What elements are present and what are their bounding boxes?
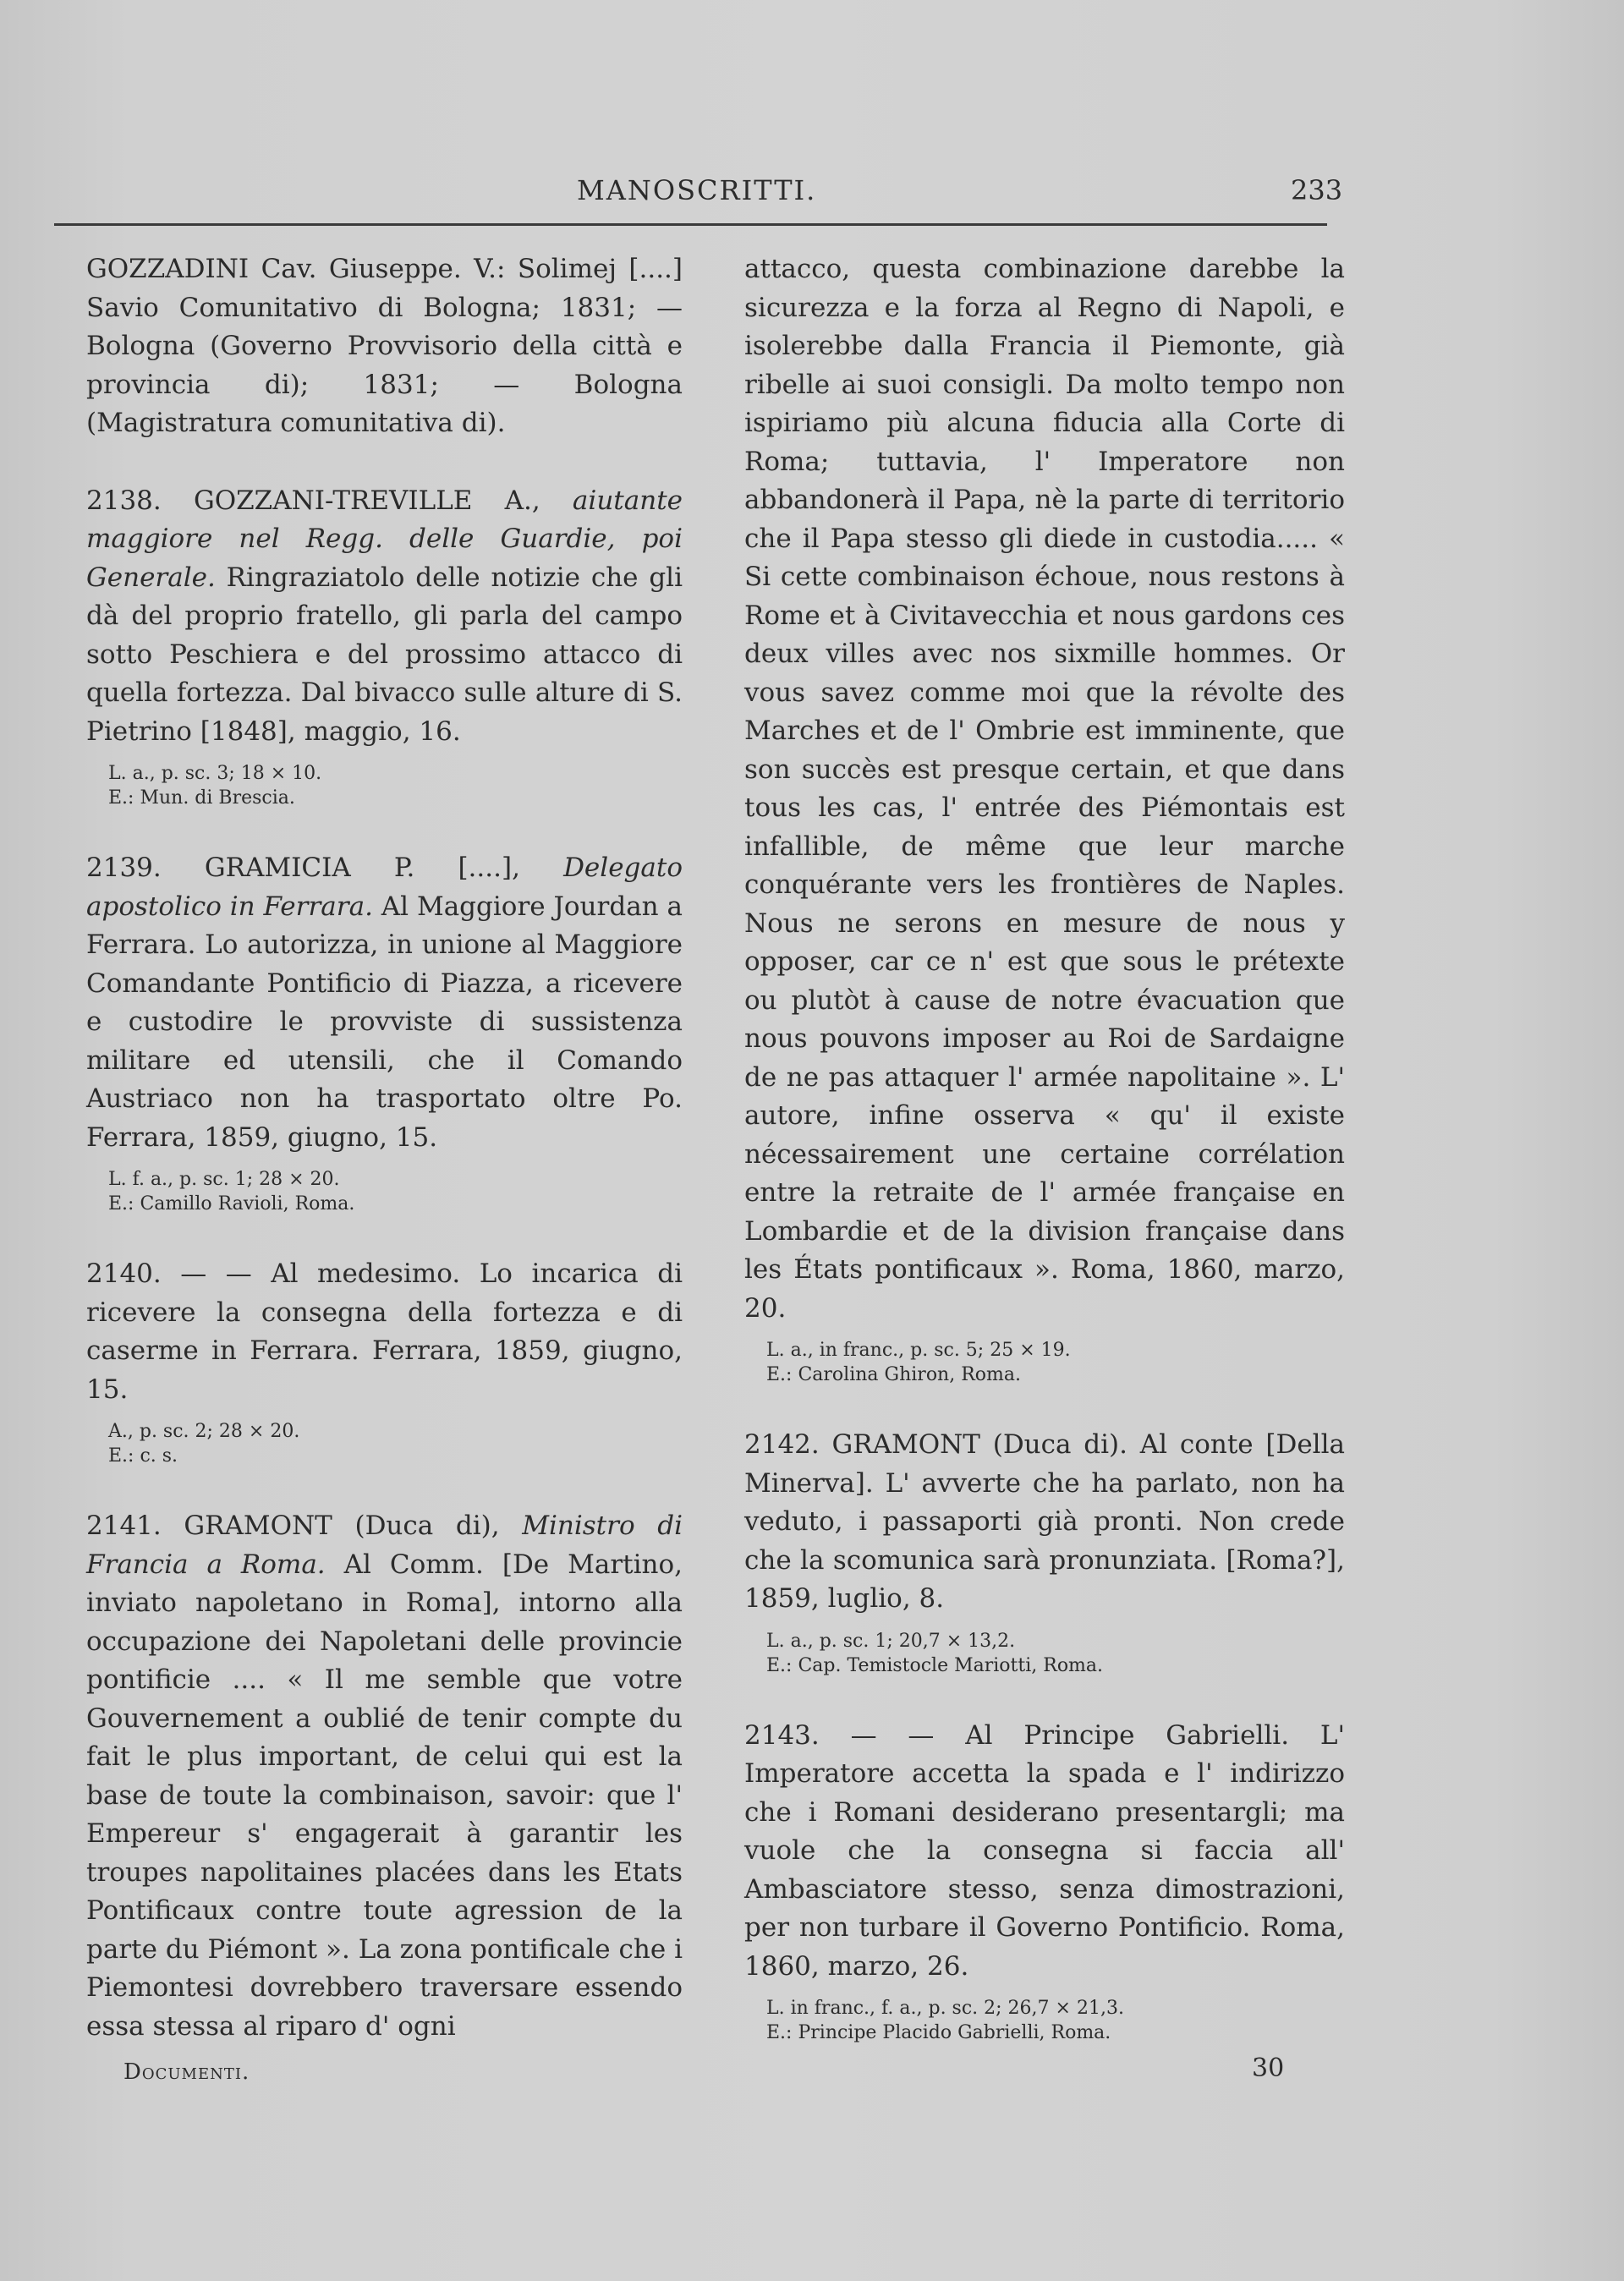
entry-owner: E.: Principe Placido Gabrielli, Roma.	[766, 2022, 1111, 2043]
page-header	[0, 166, 1624, 217]
entry-description: L. in franc., f. a., p. sc. 2; 26,7 × 21,3.	[766, 1998, 1124, 2019]
entry-metadata	[744, 1629, 1345, 1678]
left-column	[86, 250, 683, 2085]
entry-metadata	[86, 1419, 683, 1468]
entry-2141	[86, 1507, 683, 2046]
entry-text: Al conte [Della Minerva]. L' avverte che ha parlato, non ha veduto, i passaporti già pronti. Non crede che la scomunica sarà pronunziata. [Roma?], 1859, luglio, 8.	[744, 1429, 1345, 1614]
page-number: 233	[1291, 174, 1343, 206]
entry-owner: E.: c. s.	[108, 1445, 178, 1467]
entry-heading: 2143. — — Al Principe Gabrielli.	[744, 1719, 1290, 1751]
entry-metadata	[86, 1167, 683, 1216]
entry-description: A., p. sc. 2; 28 × 20.	[108, 1421, 300, 1442]
entry-text: Ringraziatolo delle notizie che gli dà del proprio fratello, gli parla del campo sotto Peschiera e del prossimo attacco di quella fortezza. Dal bivacco sulle alture di S. Pietrino [1848], maggio, 16.	[86, 562, 683, 747]
entry-2137-continuation	[86, 250, 683, 443]
entry-metadata	[744, 1996, 1345, 2045]
entry-heading: 2140. — — Al medesimo.	[86, 1258, 461, 1289]
entry-2139	[86, 849, 683, 1216]
right-column	[744, 250, 1345, 2084]
entry-2138	[86, 482, 683, 811]
entry-heading-title: Delegato apostolico in Ferrara.	[86, 853, 683, 922]
entry-heading: 2139. GRAMICIA P. [....],	[86, 853, 564, 883]
sheet-number: 30	[1252, 2053, 1285, 2083]
entry-heading-title: Ministro di Francia a Roma.	[86, 1511, 683, 1580]
entry-owner: E.: Camillo Ravioli, Roma.	[108, 1193, 355, 1215]
entry-description: L. a., in franc., p. sc. 5; 25 × 19.	[766, 1340, 1071, 1361]
entry-owner: E.: Cap. Temistocle Mariotti, Roma.	[766, 1654, 1104, 1676]
entry-paragraph	[86, 482, 683, 752]
entry-owner: E.: Carolina Ghiron, Roma.	[766, 1364, 1021, 1385]
entry-text: Al Comm. [De Martino, inviato napoletano in Roma], intorno alla occupazione dei Napoletani delle provincie pontificie .... « Il me semble que votre Gouvernement a oublié de tenir compte du fait le plus important, de celui qui est la base de toute la combinaison, savoir: que l' Empereur s' engagerait à garantir les troupes napolitaines placées dans les Etats Pontificaux contre toute agression de la parte du Piémont ». La zona pontificale che i Piemontesi dovrebbero traversare essendo essa stessa al riparo d' ogni	[86, 1549, 683, 2042]
entry-owner: E.: Mun. di Brescia.	[108, 787, 295, 809]
entry-paragraph	[744, 1426, 1345, 1619]
entry-2140	[86, 1255, 683, 1468]
running-title: MANOSCRITTI.	[577, 174, 817, 206]
entry-heading: 2138. GOZZANI-TREVILLE A.,	[86, 485, 573, 516]
entry-text: Al Maggiore Jourdan a Ferrara. Lo autorizza, in unione al Maggiore Comandante Pontificio di Piazza, a ricevere e custodire le provviste di sussistenza militare ed utensili, che il Comando Austriaco non ha trasportato oltre Po. Ferrara, 1859, giugno, 15.	[86, 891, 683, 1153]
entry-paragraph	[86, 1255, 683, 1409]
entry-description: L. f. a., p. sc. 1; 28 × 20.	[108, 1169, 340, 1190]
entry-text: L' Imperatore accetta la spada e l' indirizzo che i Romani desiderano presentargli; ma vuole che la consegna si faccia all' Ambasciatore stesso, senza dimostrazioni, per non turbare il Governo Pontificio. Roma, 1860, marzo, 26.	[744, 1719, 1345, 1982]
entry-paragraph	[86, 1507, 683, 2046]
entry-description: L. a., p. sc. 1; 20,7 × 13,2.	[766, 1630, 1016, 1652]
entry-text: Lo incarica di ricevere la consegna della fortezza e di caserme in Ferrara. Ferrara, 1859, giugno, 15.	[86, 1258, 683, 1405]
entry-heading: 2141. GRAMONT (Duca di),	[86, 1511, 523, 1541]
entry-heading: 2142. GRAMONT (Duca di).	[744, 1429, 1127, 1460]
entry-heading-title: aiutante maggiore nel Regg. delle Guardie, poi Generale.	[86, 485, 683, 593]
entry-paragraph	[86, 849, 683, 1157]
signature-mark: Documenti.	[123, 2059, 250, 2085]
entry-text: attacco, questa combinazione darebbe la sicurezza e la forza al Regno di Napoli, e isolerebbe dalla Francia il Piemonte, già ribelle ai suoi consigli. Da molto tempo non ispiriamo più alcuna fiducia alla Corte di Roma; tuttavia, l' Imperatore non abbandonerà il Papa, nè la parte di territorio che il Papa stesso gli diede in custodia..... « Si cette combinaison échoue, nous restons à Rome et à Civitavecchia et nous gardons ces deux villes avec nos sixmille hommes. Or vous savez comme moi que la révolte des Marches et de l' Ombrie est imminente, que son succès est presque certain, et que dans tous les cas, l' entrée des Piémontais est infallible, de même que leur marche conquérante vers les frontières de Naples. Nous ne serons en mesure de nous y opposer, car ce n' est que sous le prétexte ou plutòt à cause de notre évacuation que nous pouvons imposer au Roi de Sardaigne de ne pas attaquer l' armée napolitaine ». L' autore, infine osserva « qu' il existe nécessairement une certaine corrélation entre la retraite de l' armée française en Lombardie et de la division française dans les États pontificaux ». Roma, 1860, marzo, 20.	[744, 254, 1345, 1324]
entry-text: GOZZADINI Cav. Giuseppe. V.: Solimej [....] Savio Comunitativo di Bologna; 1831; — Bologna (Governo Provvisorio della città e provincia di); 1831; — Bologna (Magistratura comunitativa di).	[86, 254, 683, 438]
entry-2143	[744, 1717, 1345, 2046]
header-rule	[54, 223, 1327, 226]
entry-2141-continuation	[744, 250, 1345, 1387]
entry-description: L. a., p. sc. 3; 18 × 10.	[108, 763, 322, 784]
entry-metadata	[744, 1338, 1345, 1387]
entry-metadata	[86, 761, 683, 810]
entry-paragraph	[744, 1717, 1345, 1987]
entry-2142	[744, 1426, 1345, 1678]
